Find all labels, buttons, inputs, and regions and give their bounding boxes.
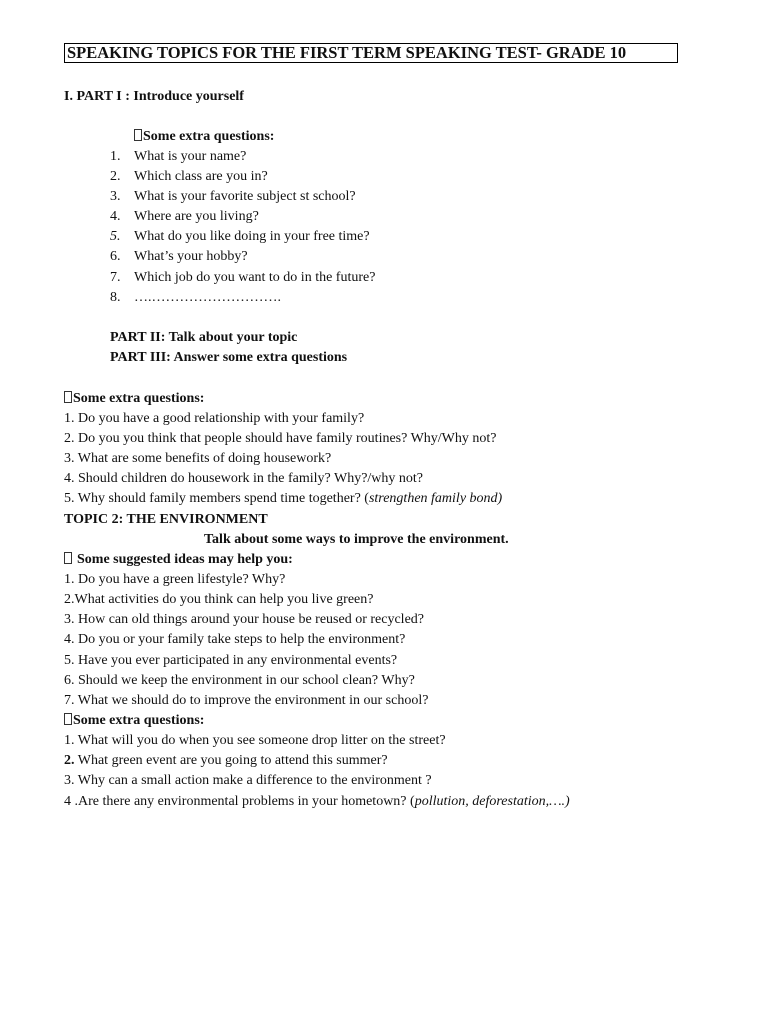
topic2-suggest-heading bbox=[64, 551, 293, 569]
list-item: 3. What are some benefits of doing housework? bbox=[64, 451, 332, 466]
list-item-number: 1. bbox=[110, 149, 121, 164]
topic2-extra-heading-label: Some extra questions: bbox=[73, 713, 205, 728]
list-item-number: 6. bbox=[110, 249, 121, 264]
list-item: What’s your hobby? bbox=[134, 249, 248, 264]
list-item-number: 2. bbox=[64, 753, 75, 768]
list-item-number: 7. bbox=[110, 270, 121, 285]
list-item: What is your favorite subject st school? bbox=[134, 189, 356, 204]
topic2-heading: TOPIC 2: THE ENVIRONMENT bbox=[64, 512, 268, 527]
topic2-extra-heading bbox=[64, 712, 204, 730]
list-item: 2.What activities do you think can help you live green? bbox=[64, 592, 374, 607]
list-item: 3. Why can a small action make a difference to the environment ? bbox=[64, 773, 432, 788]
list-item: What do you like doing in your free time? bbox=[134, 229, 370, 244]
list-item-number: 8. bbox=[110, 290, 121, 305]
list-item: ….………………………. bbox=[134, 290, 281, 305]
list-item: 6. Should we keep the environment in our school clean? Why? bbox=[64, 673, 415, 688]
list-item-number: 3. bbox=[110, 189, 121, 204]
list-item-number: 4. bbox=[110, 209, 121, 224]
checkbox-bullet-icon bbox=[64, 552, 72, 564]
list-item-number: 5. bbox=[110, 229, 121, 244]
list-item bbox=[64, 752, 388, 770]
part1-heading: I. PART I : Introduce yourself bbox=[64, 89, 244, 104]
part2-heading: PART II: Talk about your topic bbox=[110, 330, 298, 345]
checkbox-bullet-icon bbox=[64, 713, 72, 725]
list-item: Which job do you want to do in the future? bbox=[134, 270, 376, 285]
part3-heading: PART III: Answer some extra questions bbox=[110, 350, 348, 365]
list-item: 5. Have you ever participated in any environmental events? bbox=[64, 653, 398, 668]
list-item: 1. Do you have a good relationship with your family? bbox=[64, 411, 365, 426]
list-item: 7. What we should do to improve the environment in our school? bbox=[64, 693, 429, 708]
part1-extra-heading-label: Some extra questions: bbox=[143, 129, 275, 144]
checkbox-bullet-icon bbox=[64, 391, 72, 403]
list-item: 1. Do you have a green lifestyle? Why? bbox=[64, 572, 286, 587]
topic1-extra-heading bbox=[64, 390, 204, 408]
list-item-number: 2. bbox=[110, 169, 121, 184]
page-title: SPEAKING TOPICS FOR THE FIRST TERM SPEAKING TEST- GRADE 10 bbox=[64, 43, 678, 63]
list-item bbox=[64, 793, 570, 811]
topic2-subheading: Talk about some ways to improve the environment. bbox=[204, 532, 509, 547]
list-item: Where are you living? bbox=[134, 209, 259, 224]
topic1-extra-heading-label: Some extra questions: bbox=[73, 391, 205, 406]
list-item: Which class are you in? bbox=[134, 169, 268, 184]
topic2-suggest-heading-label: Some suggested ideas may help you: bbox=[77, 552, 293, 567]
list-item-text: What green event are you going to attend this summer? bbox=[74, 753, 388, 768]
list-item: 4. Do you or your family take steps to help the environment? bbox=[64, 632, 406, 647]
list-item-text: 4 .Are there any environmental problems in your hometown? ( bbox=[64, 794, 415, 809]
list-item: 2. Do you you think that people should have family routines? Why/Why not? bbox=[64, 431, 497, 446]
list-item: What is your name? bbox=[134, 149, 247, 164]
part1-extra-heading bbox=[134, 128, 274, 146]
list-item: 3. How can old things around your house be reused or recycled? bbox=[64, 612, 425, 627]
list-item: 1. What will you do when you see someone drop litter on the street? bbox=[64, 733, 446, 748]
list-item-hint: strengthen family bond) bbox=[368, 491, 503, 506]
list-item bbox=[64, 490, 502, 508]
list-item: 4. Should children do housework in the family? Why?/why not? bbox=[64, 471, 424, 486]
list-item-text: 5. Why should family members spend time together? ( bbox=[64, 491, 369, 506]
list-item-hint: pollution, deforestation,….) bbox=[414, 794, 570, 809]
checkbox-bullet-icon bbox=[134, 129, 142, 141]
